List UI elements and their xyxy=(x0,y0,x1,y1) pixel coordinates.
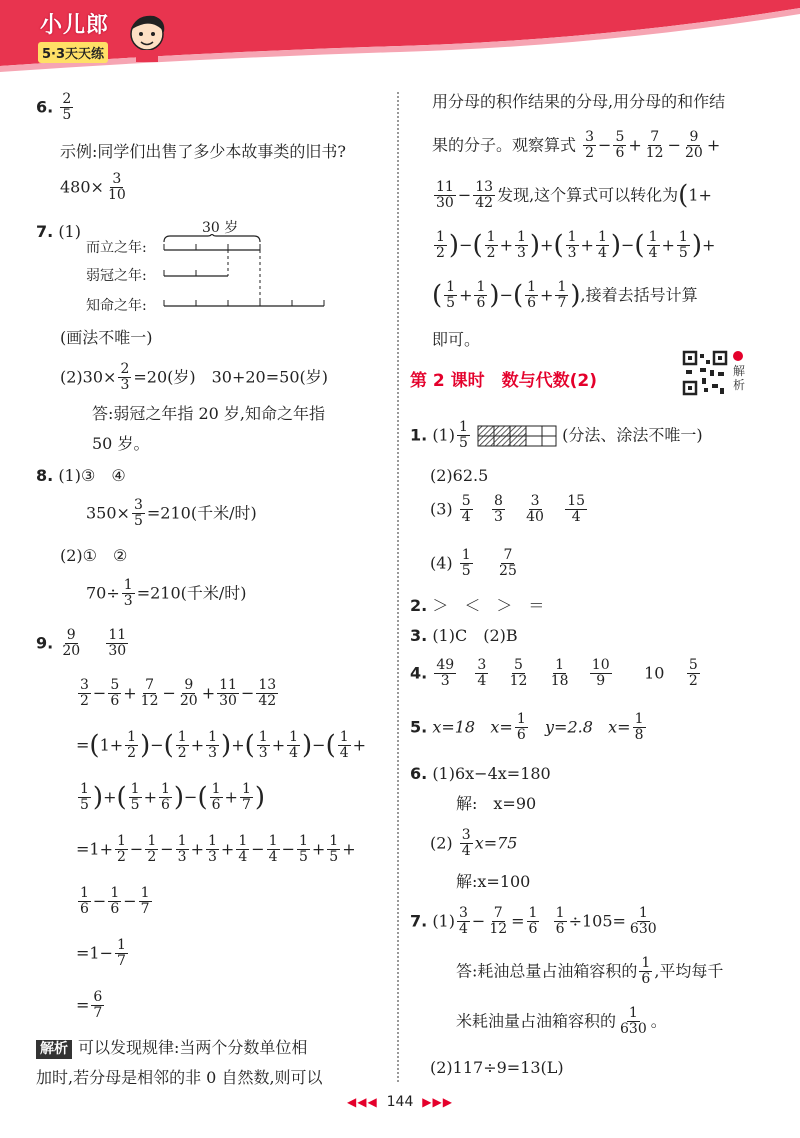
q7-note: (画法不唯一) xyxy=(60,328,153,347)
section-title: 第 2 课时 数与代数(2) xyxy=(410,371,598,391)
q7-row-label-1: 而立之年: xyxy=(86,240,147,256)
next-arrows-icon: ▶▶▶ xyxy=(422,1095,453,1109)
r-q6-solution2: 解:x=100 xyxy=(456,872,531,891)
analysis-tag: 解析 xyxy=(36,1040,72,1059)
q7-line-diagram xyxy=(160,234,340,314)
r-q2: 2. ＞ ＜ ＞ ＝ xyxy=(410,596,545,615)
q6-answer xyxy=(36,92,75,124)
r-q6-part2: (2) $\frac{3}{4}$ x=75 xyxy=(430,827,518,860)
q8-part1: 8. (1)③ ④ xyxy=(36,466,126,485)
analysis-line1: 解析 可以发现规律:当两个分数单位相 xyxy=(36,1038,307,1059)
qr-code-icon[interactable] xyxy=(682,350,728,396)
series-label: 5·3天天练 xyxy=(38,42,108,63)
q9-step1-line1: =(1+ $\frac{1}{2}$ )−( $\frac{1}{2}$ + $\frac{1}{3}$ )+( $\frac{1}{3}$ + $\frac{1}{4}$ )−( $\frac{1}{4}$ + xyxy=(76,729,367,762)
q6-number: 6. xyxy=(36,97,54,117)
q7-answer-line1: 答:弱冠之年指 20 岁,知命之年指 xyxy=(92,404,326,423)
q7-row-label-3: 知命之年: xyxy=(86,298,147,314)
q7-brace-label: 30 岁 xyxy=(202,220,239,236)
r-q3: 3. (1)C (2)B xyxy=(410,626,518,645)
mascot-icon xyxy=(124,12,170,64)
q9-step3: =1− $\frac{1}{7}$ xyxy=(76,937,126,970)
q8-expression2: 70÷ $\frac{1}{3}$ =210(千米/时) xyxy=(86,577,247,610)
brand-logo xyxy=(34,8,154,68)
r-q4: 4. $\frac{49}{3}$ $\frac{3}{4}$ $\frac{5}{12}$ $\frac{1}{18}$ $\frac{10}{9}$ 10 $\frac{5}{2}$ xyxy=(410,657,698,690)
analysis-cont-line6: 即可。 xyxy=(432,330,481,349)
q6-example: 示例:同学们出售了多少本故事类的旧书? xyxy=(60,142,346,161)
r-q1-part2: (2)62.5 xyxy=(430,466,489,485)
q7-part2: (2)30× $\frac{2}{3}$ =20(岁) 30+20=50(岁) xyxy=(60,361,328,394)
shaded-grid-diagram xyxy=(477,425,557,447)
q9-step1-line2: $\frac{1}{5}$ )+( $\frac{1}{5}$ + $\frac{1}{6}$ )−( $\frac{1}{6}$ + $\frac{1}{7}$ ) xyxy=(80,781,266,814)
analysis-cont-line4: $\frac{1}{2}$ )−( $\frac{1}{2}$ + $\frac{1}{3}$ )+( $\frac{1}{3}$ + $\frac{1}{4}$ )−( $\frac{1}{4}$ + $\frac{1}{5}$ )+ xyxy=(436,229,716,262)
play-icon xyxy=(733,351,743,361)
analysis-cont-line2: 果的分子。观察算式 $\frac{3}{2}$ − $\frac{5}{6}$ + $\frac{7}{12}$ − $\frac{9}{20}$ + xyxy=(432,129,721,162)
page-number: 144 xyxy=(386,1094,414,1110)
q6-expression: 480× $\frac{3}{10}$ xyxy=(60,171,126,204)
r-q1-part1: 1. (1) $\frac{1}{5}$ (分法、涂法不唯一) xyxy=(410,419,703,452)
page-footer xyxy=(0,1094,800,1110)
q9-step2-line2: $\frac{1}{6}$ − $\frac{1}{6}$ − $\frac{1}{7}$ xyxy=(80,885,150,918)
qr-label: 解析 xyxy=(733,350,747,392)
brand-title: 小儿郎 xyxy=(40,13,110,38)
q7-answer-line2: 50 岁。 xyxy=(92,434,150,453)
q9-step2-line1: =1+ $\frac{1}{2}$ − $\frac{1}{2}$ − $\frac{1}{3}$ + $\frac{1}{3}$ + $\frac{1}{4}$ − $\frac{1}{4}$ − $\frac{1}{5}$ + $\frac{1}{5}$ + xyxy=(76,833,356,866)
analysis-line2: 加时,若分母是相邻的非 0 自然数,则可以 xyxy=(36,1068,323,1087)
q8-part2: (2)① ② xyxy=(60,546,128,565)
r-q5: 5. x=18 x= $\frac{1}{6}$ y=2.8 x= $\frac{1}{8}$ xyxy=(410,711,644,744)
r-q7-answer2: 米耗油量占油箱容积的 $\frac{1}{630}$ 。 xyxy=(456,1005,667,1038)
q9-expression: $\frac{3}{2}$ − $\frac{5}{6}$ + $\frac{7}{12}$ − $\frac{9}{20}$ + $\frac{11}{30}$ − $\frac{13}{42}$ xyxy=(80,677,277,710)
q9-answer: 9. $\frac{9}{20}$ $\frac{11}{30}$ xyxy=(36,627,127,660)
r-q6-solution1: 解: x=90 xyxy=(456,794,537,813)
q8-expression1: 350× $\frac{3}{5}$ =210(千米/时) xyxy=(86,497,257,530)
r-q1-part3: (3) $\frac{5}{4}$ $\frac{8}{3}$ $\frac{3}{40}$ $\frac{15}{4}$ xyxy=(430,493,586,526)
r-q6-part1: 6. (1)6x−4x=180 xyxy=(410,764,551,783)
r-q7-part2: (2)117÷9=13(L) xyxy=(430,1058,564,1077)
analysis-cont-line5: ( $\frac{1}{5}$ + $\frac{1}{6}$ )−( $\frac{1}{6}$ + $\frac{1}{7}$ ),接着去括号计算 xyxy=(432,279,698,312)
r-q1-part4: (4) $\frac{1}{5}$ $\frac{7}{25}$ xyxy=(430,547,517,580)
r-q7-answer1: 答:耗油总量占油箱容积的 $\frac{1}{6}$ ,平均每千 xyxy=(456,955,724,988)
column-divider xyxy=(397,92,399,1082)
q7-row-label-2: 弱冠之年: xyxy=(86,268,147,284)
q7-part1: 7. (1) xyxy=(36,222,81,241)
r-q7-part1: 7. (1) $\frac{3}{4}$ − $\frac{7}{12}$ = $\frac{1}{6}$ $\frac{1}{6}$ ÷105= $\frac{1}{630}$ xyxy=(410,905,657,938)
analysis-cont-line1: 用分母的积作结果的分母,用分母的和作结 xyxy=(432,92,726,111)
analysis-cont-line3: $\frac{11}{30}$ − $\frac{13}{42}$ 发现,这个算式可以转化为(1+ xyxy=(436,179,712,212)
q6-fraction: $\frac{2}{5}$ xyxy=(62,91,72,124)
prev-arrows-icon: ◀◀◀ xyxy=(347,1095,378,1109)
q9-result: = $\frac{6}{7}$ xyxy=(76,989,103,1022)
